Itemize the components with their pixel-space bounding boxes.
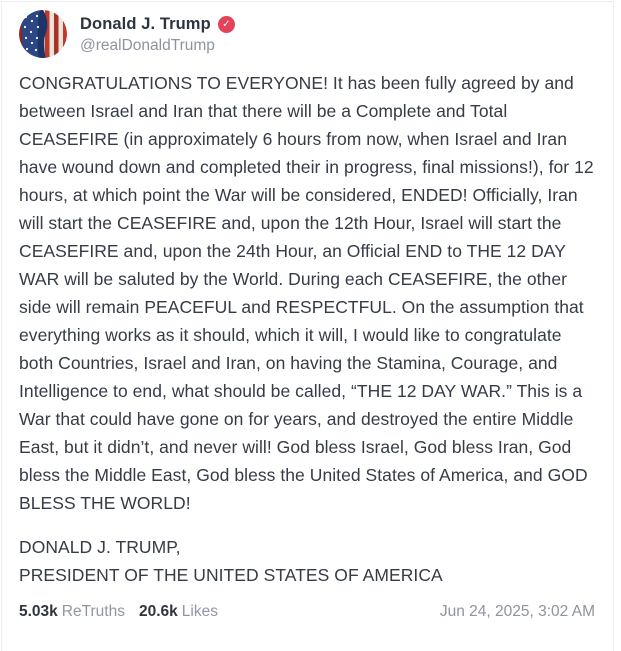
signature-name: DONALD J. TRUMP, [19, 537, 181, 557]
post-card [1, 1, 614, 651]
user-handle[interactable]: @realDonaldTrump [80, 37, 215, 54]
post-footer [2, 589, 613, 621]
post-text: CONGRATULATIONS TO EVERYONE! It has been fully agreed by and between Israel and Iran that there will be a Complete and Total CEASEFIRE (in approximately 6 hours from now, when Israel and Iran have wound down and completed their in progress, final missions!), for 12 hours, at which point the War will be considered, ENDED! Officially, Iran will start the CEASEFIRE and, upon the 12th Hour, Israel will start the CEASEFIRE and, upon the 24th Hour, an Official END to THE 12 DAY WAR will be saluted by the World. During each CEASEFIRE, the other side will remain PEACEFUL and RESPECTFUL. On the assumption that everything works as it should, which it will, I would like to congratulate both Countries, Israel and Iran, on having the Stamina, Courage, and Intelligence to end, what should be called, “THE 12 DAY WAR.” This is a War that could have gone on for years, and destroyed the entire Middle East, but it didn’t, and never will! God bless Israel, God bless Iran, God bless the Middle East, God bless the United States of America, and GOD BLESS THE WORLD! [19, 73, 594, 513]
retruths-stat[interactable] [19, 603, 125, 621]
post-body [2, 69, 613, 589]
display-name[interactable]: Donald J. Trump [80, 15, 211, 33]
engagement-stats [19, 603, 218, 621]
post-timestamp[interactable]: Jun 24, 2025, 3:02 AM [439, 603, 595, 620]
likes-count: 20.6k [138, 603, 178, 620]
post-signature [19, 533, 595, 589]
flag-avatar-image [19, 10, 67, 58]
post-header [2, 2, 613, 58]
verified-check-icon: ✓ [218, 16, 235, 33]
retruths-label: ReTruths [61, 603, 125, 620]
likes-stat[interactable] [139, 603, 218, 621]
retruths-count: 5.03k [19, 603, 58, 620]
author-meta [80, 10, 235, 55]
avatar[interactable] [19, 10, 67, 58]
signature-title: PRESIDENT OF THE UNITED STATES OF AMERICA [19, 565, 443, 585]
likes-label: Likes [181, 603, 218, 620]
